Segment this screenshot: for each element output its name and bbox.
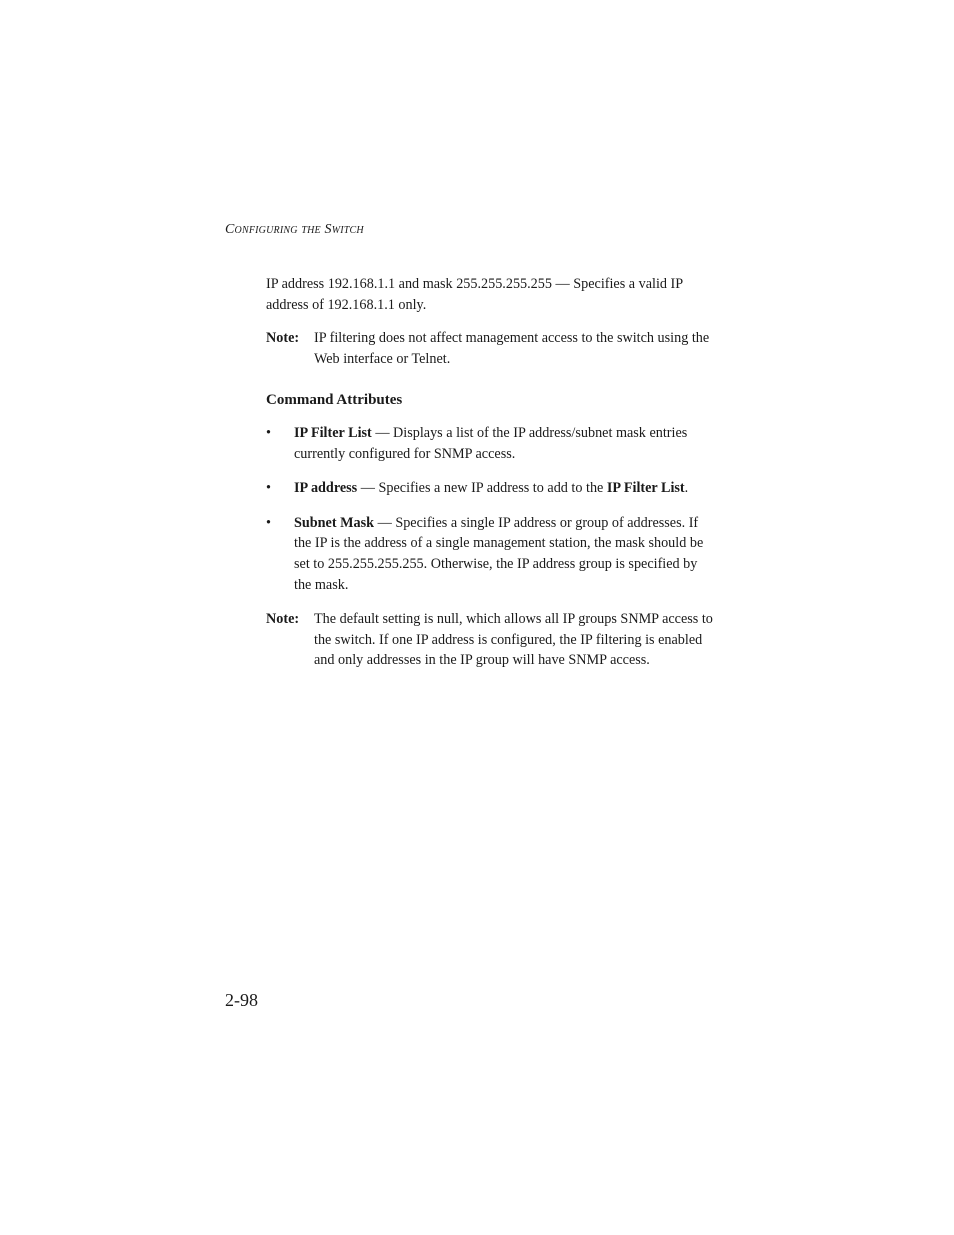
list-item — [266, 423, 716, 464]
attribute-term: IP Filter List — [294, 424, 372, 441]
bullet: • — [266, 480, 271, 497]
attribute-list — [266, 423, 716, 595]
note-text: The default setting is null, which allows all IP groups SNMP access to the switch. If one IP address is configured, the IP filtering is enabled and only addresses in the IP group will have SNMP access. — [314, 611, 713, 669]
list-item — [266, 478, 716, 499]
intro-paragraph: IP address 192.168.1.1 and mask 255.255.255.255 — Specifies a valid IP address of 192.168.1.1 only. — [266, 276, 683, 313]
page-number: 2-98 — [225, 990, 258, 1010]
running-head: Configuring the Switch — [225, 222, 364, 237]
attribute-term: IP address — [294, 480, 358, 497]
note-label: Note: — [266, 611, 300, 628]
attribute-ref: IP Filter List — [606, 480, 685, 497]
note-label: Note: — [266, 330, 300, 347]
note-2 — [266, 609, 716, 671]
page-body — [266, 274, 716, 671]
bullet: • — [266, 514, 271, 531]
note-text: IP filtering does not affect management access to the switch using the Web interface or Telnet. — [314, 330, 710, 367]
attribute-tail: . — [684, 480, 689, 497]
list-item — [266, 513, 716, 595]
attribute-desc: — Displays a list of the IP address/subnet mask entries currently configured for SNMP access. — [294, 424, 688, 462]
attribute-desc: — Specifies a single IP address or group of addresses. If the IP is the address of a single management station, the mask should be set to 255.255.255.255. Otherwise, the IP address group is specified by the mask. — [294, 514, 704, 593]
note-1 — [266, 328, 716, 369]
attribute-term: Subnet Mask — [294, 514, 375, 531]
section-heading: Command Attributes — [266, 392, 403, 409]
attribute-desc: — Specifies a new IP address to add to the — [357, 480, 607, 497]
bullet: • — [266, 424, 271, 441]
